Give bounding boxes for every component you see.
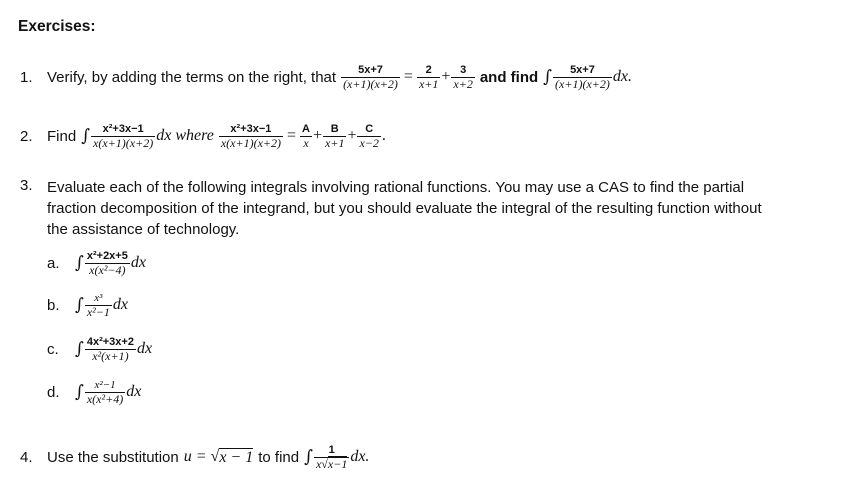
fraction xyxy=(323,123,346,150)
denominator: (x+1)(x+2) xyxy=(555,76,610,91)
integral-sign: ∫ xyxy=(543,67,553,87)
item-label: c. xyxy=(47,340,59,358)
numerator: 5x+7 xyxy=(553,64,612,78)
exercise-3a xyxy=(47,246,146,280)
denominator xyxy=(314,458,349,471)
denominator: x(x²+4) xyxy=(86,391,124,406)
dx: dx. xyxy=(612,68,632,85)
fraction xyxy=(219,123,283,150)
denominator: x²−1 xyxy=(86,304,110,319)
exercise-2 xyxy=(20,119,386,153)
denominator: x²(x+1) xyxy=(92,348,129,363)
exercise-1 xyxy=(20,60,632,94)
fraction xyxy=(85,336,136,363)
numerator: x²+3x−1 xyxy=(91,123,155,137)
fraction xyxy=(451,64,474,91)
and-find-text: and find xyxy=(479,68,539,86)
numerator: x²−1 xyxy=(85,379,125,393)
plus-sign: + xyxy=(441,68,451,85)
integral-sign: ∫ xyxy=(75,382,84,402)
exercise-3b xyxy=(47,288,128,322)
denominator: x(x²−4) xyxy=(89,262,126,277)
denominator-prefix: x xyxy=(315,456,322,471)
exercise-number: 4. xyxy=(20,448,33,466)
exercise-text: Use the substitution xyxy=(47,448,179,466)
plus-sign: + xyxy=(347,127,357,144)
sqrt-argument: x − 1 xyxy=(219,448,254,466)
equals-sign: = xyxy=(403,68,413,85)
sqrt-icon: √ xyxy=(210,448,220,465)
item-label: a. xyxy=(47,254,60,272)
exercise-3c xyxy=(47,332,152,366)
integral-sign: ∫ xyxy=(81,126,91,146)
numerator: x³ xyxy=(85,292,112,306)
dx: dx xyxy=(126,383,142,400)
numerator: 4x²+3x+2 xyxy=(86,335,134,348)
fraction xyxy=(341,64,400,91)
numerator: A xyxy=(302,122,310,135)
exercise-4 xyxy=(20,440,369,474)
denominator: x+2 xyxy=(453,76,473,91)
numerator: x²+3x−1 xyxy=(219,123,283,137)
numerator: 1 xyxy=(314,444,349,458)
exercise-number: 1. xyxy=(20,68,33,86)
exercise-number: 3. xyxy=(20,177,33,194)
fraction xyxy=(357,123,380,150)
sqrt-icon: √ xyxy=(321,456,328,471)
numerator: C xyxy=(357,123,380,137)
fraction xyxy=(85,250,130,277)
equals-sign: = xyxy=(287,127,297,144)
exercise-3-text: Evaluate each of the following integrals involving rational functions. You may use a CAS to find the partial fraction decomposition of the integrand, but you should evaluate the integral of the resulting function without the assistance of technology. xyxy=(47,179,762,238)
fraction xyxy=(85,292,112,319)
integral-sign: ∫ xyxy=(75,295,84,315)
dx: dx xyxy=(130,254,146,271)
exercise-text: Verify, by adding the terms on the right, that xyxy=(47,68,337,86)
exercise-number: 2. xyxy=(20,127,33,145)
fraction xyxy=(314,444,349,471)
integral-sign: ∫ xyxy=(75,339,84,359)
exercise-3d xyxy=(47,375,141,409)
numerator: B xyxy=(323,123,346,137)
denominator: x−2 xyxy=(359,135,379,150)
denominator-radicand: x−1 xyxy=(327,456,348,471)
integral-sign: ∫ xyxy=(75,253,84,273)
fraction xyxy=(91,123,155,150)
denominator: x(x+1)(x+2) xyxy=(93,135,154,150)
numerator: 2 xyxy=(417,64,440,78)
dx: dx xyxy=(136,340,153,357)
denominator: x+1 xyxy=(418,76,439,91)
dx: dx. xyxy=(350,448,370,465)
find-text: Find xyxy=(47,127,77,145)
to-find-text: to find xyxy=(258,448,300,466)
page-title: Exercises: xyxy=(18,18,96,35)
fraction xyxy=(85,379,125,406)
item-label: d. xyxy=(47,383,60,401)
integral-sign: ∫ xyxy=(304,447,313,467)
fraction xyxy=(417,64,440,91)
numerator: 3 xyxy=(451,64,474,78)
substitution-lhs: u = xyxy=(183,448,207,465)
dx-where: dx where xyxy=(156,127,214,144)
plus-sign: + xyxy=(312,127,323,144)
denominator: x xyxy=(303,135,309,150)
denominator: x+1 xyxy=(325,135,345,150)
numerator: 5x+7 xyxy=(341,64,400,78)
item-label: b. xyxy=(47,296,60,314)
fraction xyxy=(300,123,312,150)
fraction xyxy=(553,64,612,91)
period: . xyxy=(381,127,386,144)
denominator: (x+1)(x+2) xyxy=(343,76,398,91)
dx: dx xyxy=(112,296,128,313)
numerator: x²+2x+5 xyxy=(86,249,128,262)
denominator: x(x+1)(x+2) xyxy=(220,135,281,150)
